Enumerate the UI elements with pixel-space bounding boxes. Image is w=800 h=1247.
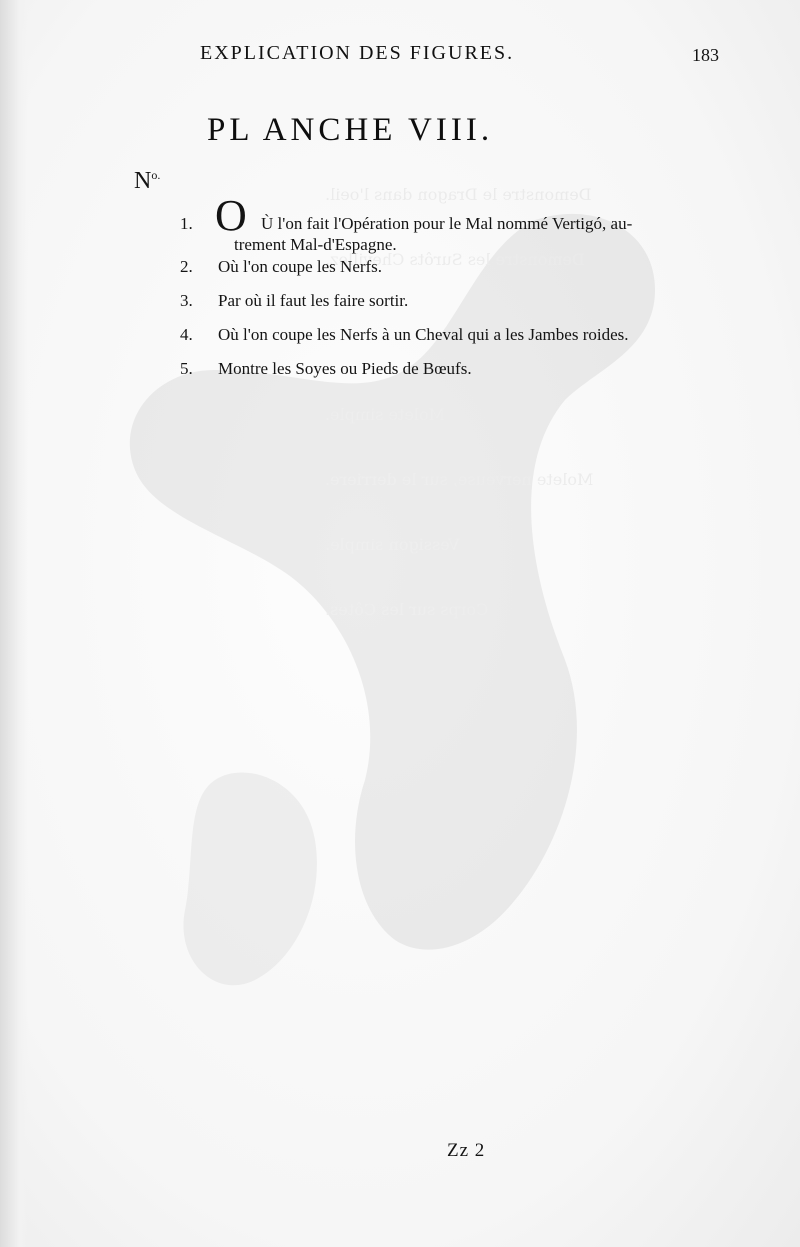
entry-text: Par où il faut les faire sortir.: [218, 291, 409, 310]
binding-gutter: [0, 0, 28, 1247]
entry-number: 5.: [180, 359, 193, 378]
running-head: EXPLICATION DES FIGURES.: [200, 42, 515, 64]
list-item: [178, 256, 723, 290]
list-item: [178, 191, 723, 256]
entry-text-line-1: Ù l'on fait l'Opération pour le Mal nommé Vertigó, au-: [261, 214, 633, 233]
list-item: [178, 324, 723, 358]
number-label-superscript: o.: [151, 168, 161, 182]
entry-number: 1.: [180, 214, 193, 233]
plate-title: PL ANCHE VIII.: [207, 112, 494, 148]
number-label-text: N: [134, 168, 152, 194]
entry-text-line-2: trement Mal-d'Espagne.: [234, 235, 397, 254]
show-through-bleed: Demonstre le Dragon dans l'oeil. Demonstre les Surôts Chevillez. Molete simple. Molete nerveuse, sur le derriere. Vessigon simple. Corps sur les Côtes.: [95, 140, 695, 1040]
list-item: [178, 358, 723, 392]
entry-list: [178, 191, 723, 392]
entry-number: 4.: [180, 325, 193, 344]
entry-text: Où l'on coupe les Nerfs.: [218, 257, 383, 276]
number-column-label: [134, 168, 160, 195]
entry-text: Montre les Soyes ou Pieds de Bœufs.: [218, 359, 472, 378]
signature-mark: Zz 2: [447, 1140, 486, 1161]
entry-text: Où l'on coupe les Nerfs à un Cheval qui a les Jambes roides.: [218, 325, 629, 344]
entry-number: 2.: [180, 257, 193, 276]
entry-number: 3.: [180, 291, 193, 310]
list-item: [178, 290, 723, 324]
page-number: 183: [692, 45, 719, 65]
drop-cap: O: [215, 191, 247, 240]
